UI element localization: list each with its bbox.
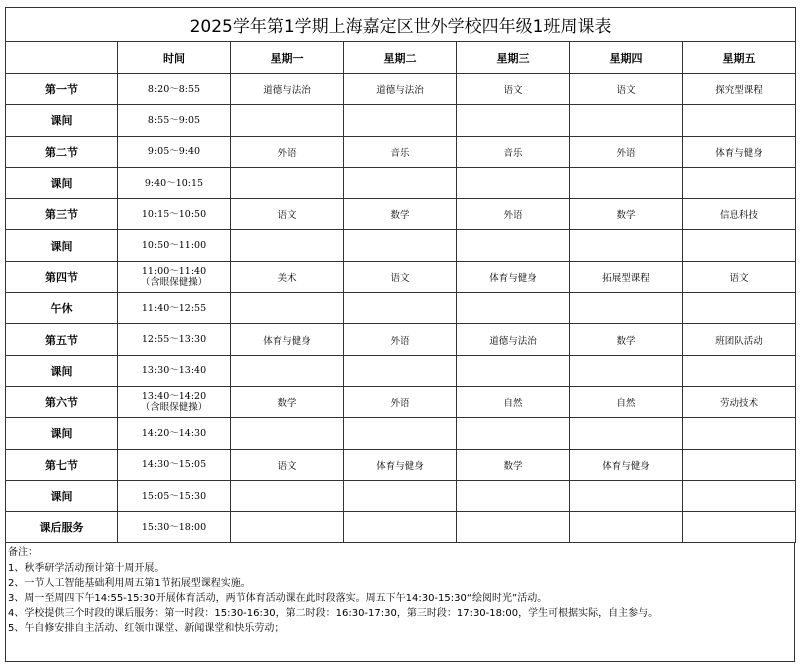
subject-cell xyxy=(344,293,457,324)
subject-cell: 数学 xyxy=(457,449,570,480)
subject-cell: 探究型课程 xyxy=(683,74,796,105)
note-item-2: 2、一节人工智能基础利用周五第1节拓展型课程实施。 xyxy=(8,577,251,589)
time-range: 10:15～10:50 xyxy=(141,208,207,220)
subject-cell xyxy=(683,418,796,449)
time-cell xyxy=(118,324,231,355)
period-label: 课间 xyxy=(6,480,118,511)
subject-cell xyxy=(570,293,683,324)
header-row xyxy=(6,42,796,74)
table-row xyxy=(6,105,796,136)
subject-cell xyxy=(683,230,796,261)
table-row xyxy=(6,261,796,292)
table-row xyxy=(6,449,796,480)
time-range: 15:05～15:30 xyxy=(141,490,207,502)
time-range: 9:05～9:40 xyxy=(147,146,201,158)
subject-cell: 体育与健身 xyxy=(570,449,683,480)
subject-cell xyxy=(457,293,570,324)
time-cell xyxy=(118,230,231,261)
subject-cell xyxy=(344,167,457,198)
time-range: 10:50～11:00 xyxy=(141,240,207,252)
period-label: 第七节 xyxy=(6,449,118,480)
header-tuesday: 星期二 xyxy=(344,42,457,74)
time-cell xyxy=(118,261,231,292)
subject-cell xyxy=(457,355,570,386)
time-cell xyxy=(118,386,231,417)
page-title: 2025学年第1学期上海嘉定区世外学校四年级1班周课表 xyxy=(6,8,796,42)
time-range: 13:30～13:40 xyxy=(141,365,207,377)
subject-cell xyxy=(231,105,344,136)
header-thursday: 星期四 xyxy=(570,42,683,74)
period-label: 第三节 xyxy=(6,199,118,230)
subject-cell: 道德与法治 xyxy=(344,74,457,105)
subject-cell: 语文 xyxy=(344,261,457,292)
time-cell xyxy=(118,418,231,449)
period-label: 课间 xyxy=(6,167,118,198)
table-row xyxy=(6,480,796,511)
subject-cell: 数学 xyxy=(570,324,683,355)
table-row xyxy=(6,74,796,105)
time-range: 14:20～14:30 xyxy=(141,427,207,439)
subject-cell xyxy=(344,418,457,449)
subject-cell xyxy=(344,512,457,543)
table-row xyxy=(6,230,796,261)
header-wednesday: 星期三 xyxy=(457,42,570,74)
subject-cell xyxy=(344,355,457,386)
notes-section xyxy=(5,543,795,662)
subject-cell: 外语 xyxy=(457,199,570,230)
note-item-5: 5、午自修安排自主活动、红领巾课堂、新闻课堂和快乐劳动； xyxy=(8,623,285,635)
subject-cell xyxy=(457,167,570,198)
subject-cell: 外语 xyxy=(344,324,457,355)
subject-cell: 体育与健身 xyxy=(457,261,570,292)
subject-cell: 道德与法治 xyxy=(457,324,570,355)
subject-cell xyxy=(683,355,796,386)
period-label: 第一节 xyxy=(6,74,118,105)
time-note: （含眼保健操） xyxy=(140,402,208,414)
time-range: 13:40～14:20 xyxy=(141,391,207,403)
period-label: 第四节 xyxy=(6,261,118,292)
period-label: 课间 xyxy=(6,418,118,449)
subject-cell: 美术 xyxy=(231,261,344,292)
subject-cell: 语文 xyxy=(231,449,344,480)
subject-cell: 班团队活动 xyxy=(683,324,796,355)
time-cell xyxy=(118,199,231,230)
time-range: 8:20～8:55 xyxy=(147,83,201,95)
subject-cell: 道德与法治 xyxy=(231,74,344,105)
period-label: 第五节 xyxy=(6,324,118,355)
time-range: 9:40～10:15 xyxy=(144,177,204,189)
subject-cell xyxy=(231,167,344,198)
time-cell xyxy=(118,480,231,511)
subject-cell: 数学 xyxy=(231,386,344,417)
table-row xyxy=(6,418,796,449)
subject-cell xyxy=(570,355,683,386)
subject-cell xyxy=(344,230,457,261)
subject-cell xyxy=(683,480,796,511)
period-label: 第六节 xyxy=(6,386,118,417)
period-label: 课后服务 xyxy=(6,512,118,543)
time-cell xyxy=(118,355,231,386)
time-range: 12:55～13:30 xyxy=(141,334,207,346)
subject-cell: 信息科技 xyxy=(683,199,796,230)
subject-cell: 体育与健身 xyxy=(231,324,344,355)
period-label: 课间 xyxy=(6,230,118,261)
subject-cell: 语文 xyxy=(231,199,344,230)
table-row xyxy=(6,167,796,198)
subject-cell xyxy=(457,105,570,136)
table-row xyxy=(6,386,796,417)
period-label: 第二节 xyxy=(6,136,118,167)
subject-cell xyxy=(457,512,570,543)
subject-cell xyxy=(570,480,683,511)
header-friday: 星期五 xyxy=(683,42,796,74)
time-cell xyxy=(118,449,231,480)
time-range: 15:30～18:00 xyxy=(141,521,207,533)
table-row xyxy=(6,293,796,324)
subject-cell xyxy=(683,449,796,480)
header-corner xyxy=(6,42,118,74)
note-item-3: 3、周一至周四下午14:55-15:30开展体育活动，两节体育活动课在此时段落实。周五下午14:30-15:30“绘阅时光”活动。 xyxy=(8,593,548,605)
subject-cell: 音乐 xyxy=(457,136,570,167)
timetable-sheet xyxy=(5,7,795,662)
subject-cell xyxy=(231,293,344,324)
subject-cell xyxy=(231,480,344,511)
subject-cell xyxy=(570,512,683,543)
subject-cell xyxy=(231,230,344,261)
subject-cell: 语文 xyxy=(457,74,570,105)
time-range: 8:55～9:05 xyxy=(147,114,201,126)
subject-cell xyxy=(231,355,344,386)
subject-cell: 自然 xyxy=(457,386,570,417)
notes-heading: 备注： xyxy=(8,547,38,559)
subject-cell: 音乐 xyxy=(344,136,457,167)
note-item-4: 4、学校提供三个时段的课后服务：第一时段：15:30-16:30，第二时段：16:30-17:30，第三时段：17:30-18:00，学生可根据实际，自主参与。 xyxy=(8,608,659,620)
subject-cell: 数学 xyxy=(570,199,683,230)
subject-cell xyxy=(683,293,796,324)
note-item-1: 1、秋季研学活动预计第十周开展。 xyxy=(8,562,165,574)
time-cell xyxy=(118,105,231,136)
subject-cell xyxy=(457,230,570,261)
subject-cell xyxy=(683,512,796,543)
time-cell xyxy=(118,136,231,167)
subject-cell xyxy=(570,418,683,449)
timetable xyxy=(5,7,796,543)
subject-cell xyxy=(231,418,344,449)
subject-cell: 外语 xyxy=(231,136,344,167)
period-label: 课间 xyxy=(6,355,118,386)
subject-cell xyxy=(457,418,570,449)
subject-cell xyxy=(570,167,683,198)
table-row xyxy=(6,512,796,543)
subject-cell: 体育与健身 xyxy=(683,136,796,167)
subject-cell: 语文 xyxy=(570,74,683,105)
subject-cell: 数学 xyxy=(344,199,457,230)
time-range: 11:40～12:55 xyxy=(141,302,207,314)
subject-cell xyxy=(683,167,796,198)
period-label: 课间 xyxy=(6,105,118,136)
time-range: 14:30～15:05 xyxy=(141,459,207,471)
subject-cell xyxy=(344,105,457,136)
subject-cell xyxy=(231,512,344,543)
table-row xyxy=(6,355,796,386)
subject-cell xyxy=(457,480,570,511)
subject-cell: 外语 xyxy=(344,386,457,417)
time-note: （含眼保健操） xyxy=(140,276,208,288)
header-monday: 星期一 xyxy=(231,42,344,74)
subject-cell: 外语 xyxy=(570,136,683,167)
subject-cell: 自然 xyxy=(570,386,683,417)
table-row xyxy=(6,199,796,230)
subject-cell xyxy=(570,230,683,261)
subject-cell: 拓展型课程 xyxy=(570,261,683,292)
subject-cell xyxy=(344,480,457,511)
header-time: 时间 xyxy=(118,42,231,74)
subject-cell: 语文 xyxy=(683,261,796,292)
time-cell xyxy=(118,74,231,105)
time-range: 11:00～11:40 xyxy=(141,265,207,277)
subject-cell: 劳动技术 xyxy=(683,386,796,417)
subject-cell xyxy=(683,105,796,136)
period-label: 午休 xyxy=(6,293,118,324)
time-cell xyxy=(118,293,231,324)
table-row xyxy=(6,324,796,355)
subject-cell xyxy=(570,105,683,136)
subject-cell: 体育与健身 xyxy=(344,449,457,480)
table-row xyxy=(6,136,796,167)
time-cell xyxy=(118,512,231,543)
time-cell xyxy=(118,167,231,198)
